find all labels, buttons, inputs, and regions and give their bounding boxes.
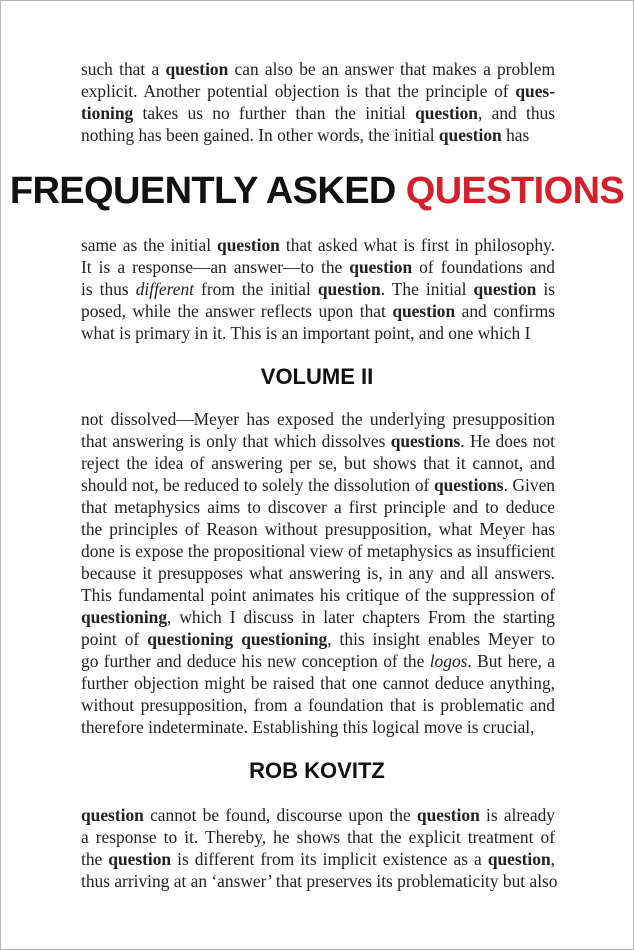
text-line: [81, 256, 555, 278]
text-line: [81, 672, 555, 694]
text-block-2: [81, 234, 555, 344]
bold-text: question: [438, 125, 502, 145]
text-run: . The initial: [380, 279, 474, 299]
title-word-questions: QUESTIONS: [405, 170, 625, 212]
text-run: ,: [550, 849, 555, 869]
text-run: go further and deduce his new conception of the: [81, 651, 430, 671]
text-line: [81, 430, 555, 452]
text-run: because it presupposes what answering is, in any and all answers.: [81, 563, 555, 583]
text-line: [81, 694, 555, 716]
text-run: posed, while the answer reflects upon that: [81, 301, 393, 321]
bold-text: questioning: [81, 607, 168, 627]
text-run: . Given: [503, 475, 555, 495]
volume-subtitle: VOLUME II: [260, 364, 374, 389]
bold-text: tioning: [81, 103, 134, 123]
text-line: [81, 474, 555, 496]
text-run: nothing has been gained. In other words, the initial: [81, 125, 439, 145]
text-line: [81, 300, 555, 322]
text-run: further objection might be raised that one cannot deduce anything,: [81, 673, 555, 693]
bold-text: question: [81, 805, 144, 825]
italic-text: different: [135, 279, 194, 299]
text-line: [81, 584, 555, 606]
text-line: [81, 804, 555, 826]
text-run: should not, be reduced to solely the dissolution of: [81, 475, 434, 495]
bold-text: questions: [433, 475, 504, 495]
text-run: is different from its implicit existence as a: [171, 849, 488, 869]
text-run: can also be an answer that makes a problem: [228, 59, 555, 79]
text-line: [81, 650, 555, 672]
bold-text: question: [473, 279, 537, 299]
text-line: [81, 716, 555, 738]
text-run: of foundations and: [412, 257, 555, 277]
text-block-3: [81, 408, 555, 738]
bold-text: questioning questioning: [147, 629, 328, 649]
bold-text: question: [108, 849, 172, 869]
text-run: . But here, a: [467, 651, 555, 671]
text-line: [81, 234, 555, 256]
bold-text: questions: [390, 431, 461, 451]
text-line: [81, 562, 555, 584]
text-run: and confirms: [455, 301, 556, 321]
bold-text: question: [392, 301, 456, 321]
bold-text: question: [165, 59, 229, 79]
bold-text: question: [217, 235, 280, 255]
bold-text: question: [317, 279, 381, 299]
text-run: without presupposition, from a foundation that is problematic and: [81, 695, 555, 715]
author-name: ROB KOVITZ: [249, 758, 385, 783]
text-run: is thus: [81, 279, 136, 299]
text-run: is: [536, 279, 556, 299]
text-run: point of: [81, 629, 148, 649]
bold-text: ques-: [515, 81, 555, 101]
text-run: reject the idea of answering per se, but shows that it cannot, and: [81, 453, 555, 473]
bold-text: question: [415, 103, 478, 123]
text-run: , and thus: [477, 103, 555, 123]
text-run: that metaphysics aims to discover a first principle and to deduce: [81, 497, 555, 517]
text-run: such that a: [81, 59, 166, 79]
text-block-4: [81, 804, 558, 892]
text-run: a response to it. Thereby, he shows that the explicit treatment of: [81, 827, 555, 847]
text-run: has: [501, 125, 530, 145]
text-run: the: [81, 849, 109, 869]
text-run: cannot be found, discourse upon the: [143, 805, 417, 825]
text-run: not dissolved—Meyer has exposed the underlying presupposition: [81, 409, 555, 429]
text-line: [81, 58, 555, 80]
text-line: [81, 628, 555, 650]
text-run: , which I discuss in later chapters From the starting: [167, 607, 555, 627]
text-line: [81, 452, 555, 474]
italic-text: logos: [429, 651, 468, 671]
book-title: [1, 169, 633, 213]
text-block-1: [81, 58, 555, 146]
text-line: [81, 848, 555, 870]
text-run: what is primary in it. This is an important point, and one which I: [81, 323, 531, 343]
text-line: [81, 870, 558, 892]
text-run: It is a response—an answer—to the: [81, 257, 350, 277]
text-line: [81, 518, 555, 540]
text-run: thus arriving at an ‘answer’ that preserves its problematicity but also: [81, 871, 558, 891]
title-word-frequently-asked: FREQUENTLY ASKED: [9, 170, 406, 212]
text-run: is already: [479, 805, 555, 825]
text-run: from the initial: [194, 279, 318, 299]
text-run: therefore indeterminate. Establishing this logical move is crucial,: [81, 717, 535, 737]
text-line: [81, 408, 555, 430]
text-line: [81, 102, 555, 124]
text-line: [81, 540, 555, 562]
text-run: , this insight enables Meyer to: [327, 629, 556, 649]
text-line: [81, 80, 555, 102]
text-run: takes us no further than the initial: [133, 103, 416, 123]
text-run: This fundamental point animates his critique of the suppression of: [81, 585, 555, 605]
bold-text: question: [416, 805, 480, 825]
text-line: [81, 496, 555, 518]
text-line: [81, 826, 555, 848]
text-run: . He does not: [460, 431, 555, 451]
text-run: explicit. Another potential objection is that the principle of: [81, 81, 516, 101]
text-run: the principles of Reason without presupposition, what Meyer has: [81, 519, 555, 539]
text-run: that answering is only that which dissolves: [81, 431, 391, 451]
text-run: that asked what is first in philosophy.: [279, 235, 555, 255]
text-line: [81, 322, 555, 344]
text-line: [81, 278, 555, 300]
bold-text: question: [487, 849, 551, 869]
text-line: [81, 606, 555, 628]
text-run: done is expose the propositional view of metaphysics as insufficient: [81, 541, 555, 561]
text-run: same as the initial: [81, 235, 218, 255]
text-line: [81, 124, 555, 146]
bold-text: question: [349, 257, 413, 277]
